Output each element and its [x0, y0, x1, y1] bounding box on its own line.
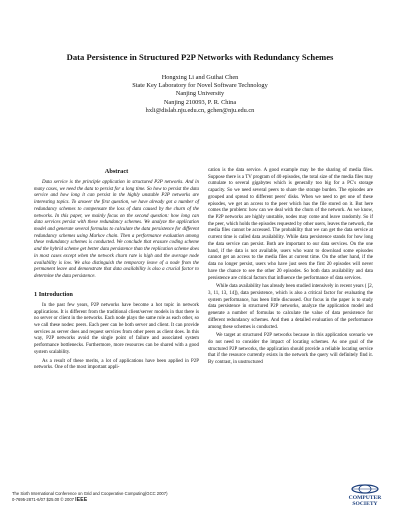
- body-paragraph: cation is the data service. A good example may be the sharing of media files. Suppose there is a TV program of 40 episodes, the total size of the media files may cumulate to several gigabytes which is generally too big for a PC's storage capacity. So we need several peers to share the storage burden. The episodes are grouped and spread to different peers' disks. When we need to get one of these episodes, we get an access to the peer which has the file stored on it. But here comes the problem: how can we deal with the churn of the network. As we know, the P2P networks are highly unstable, nodes may come and leave randomly. So if the peer, which holds the episodes requested by other users, leaves the network, the media files cannot be accessed. The probability that we can get the data service at current time is called data availability. While data persistence stands for how long the data service can persist. Both are important to our data services. On the one hand, if the data is not available, users who want to download some episodes cannot get an access to the media files at current time. On the other hand, if the data no longer persist, users who have just seen the first 20 episodes will never have the chance to see the other 20 episodes. So both data availability and data persistence are critical factors that influence the performance of data services.: [208, 168, 373, 281]
- abstract-text: Data service is the principle application in structured P2P networks. And in many cases, we need the data to persist for a long time. So how to persist the data service and how long it can persist in the highly unstable P2P networks are interesting topics. To answer the first question, we have already got a number of redundancy schemes to compensate the loss of data caused by the churn of the networks. In this paper, we mainly focus on the second question: how long can data services persist with these redundancy schemes. We analyze the application model and generate several formulas to calculate the data persistence for different redundancy schemes using Markov chain. Then a performance evaluation among these redundancy schemes is conducted. We conclude that erasure coding scheme and the hybrid scheme get better data persistence than the replication scheme does in most cases except when the network churn rate is high and the average node availability is low. We also distinguish the temporary leave of a node from the permanent leave and demonstrate that data availability is also a crucial factor to determine the data persistence.: [34, 180, 199, 280]
- abstract-heading: Abstract: [104, 168, 129, 175]
- isbn-line: 0-7695-2871-6/07 $25.00 © 2007: [12, 496, 74, 502]
- affiliation-line: Nanjing University: [175, 90, 225, 98]
- computer-society-emblem-icon: [350, 484, 380, 494]
- page-footer: [12, 491, 168, 503]
- paper-title: Data Persistence in Structured P2P Networks with Redundancy Schemes: [66, 52, 334, 62]
- logo-wordmark: COMPUTER SOCIETY: [348, 495, 382, 507]
- left-column: [34, 168, 199, 372]
- author-names: Hongxing Li and Guihai Chen: [161, 74, 239, 81]
- body-paragraph: As a result of these merits, a lot of applications have been applied in P2P networks. One of the most important appli-: [34, 358, 199, 371]
- body-paragraph: While data availability has already been studied intensively in recent years ( [2, 3, 11, 13, 14]), data persistence, which is also a critical factor for evaluating the system performance, has been little discussed. Our focus in the paper is to study data persistence in structured P2P networks, analyze the application model and generate a number of formulas to calculate the value of data persistence for different redundancy schemes. And then a detailed evaluation of the performance among these schemes is conducted.: [208, 284, 373, 330]
- body-paragraph: We target at structured P2P networks because in this application scenario we do not need to consider the impact of locating schemes. As one goal of the structured P2P networks, the application should provide a reliable locating service that if the resource currently exists in the network the query will definitely find it. By contrast, in unstructured: [208, 333, 373, 366]
- computer-society-logo: [340, 484, 390, 514]
- conference-line: The Sixth International Conference on Grid and Cooperative Computing(GCC 2007): [12, 491, 168, 496]
- author-block: [60, 74, 340, 115]
- right-column: [208, 168, 373, 367]
- introduction-heading: 1 Introduction: [34, 290, 73, 298]
- ieee-mark: IEEE: [75, 496, 88, 503]
- body-paragraph: In the past few years, P2P networks have become a hot topic in network applications. It is different from the traditional client/server models in that there is no server or client in the networks. Each node plays the same role as each other, so we call these nodes: peers. Each peer can be both server and client. It can provide services as server does and request services from other peers as client does. In this way, P2P networks avoid the single point of failure and associated system performance bottlenecks. Furthermore, more resources can be shared with a good system scalability.: [34, 302, 199, 355]
- author-emails: hxli@dislab.nju.edu.cn, gchen@nju.edu.cn: [145, 106, 255, 114]
- affiliation-line: Nanjing 210093, P. R. China: [163, 98, 237, 106]
- affiliation-line: State Key Laboratory for Novel Software Technology: [132, 82, 268, 90]
